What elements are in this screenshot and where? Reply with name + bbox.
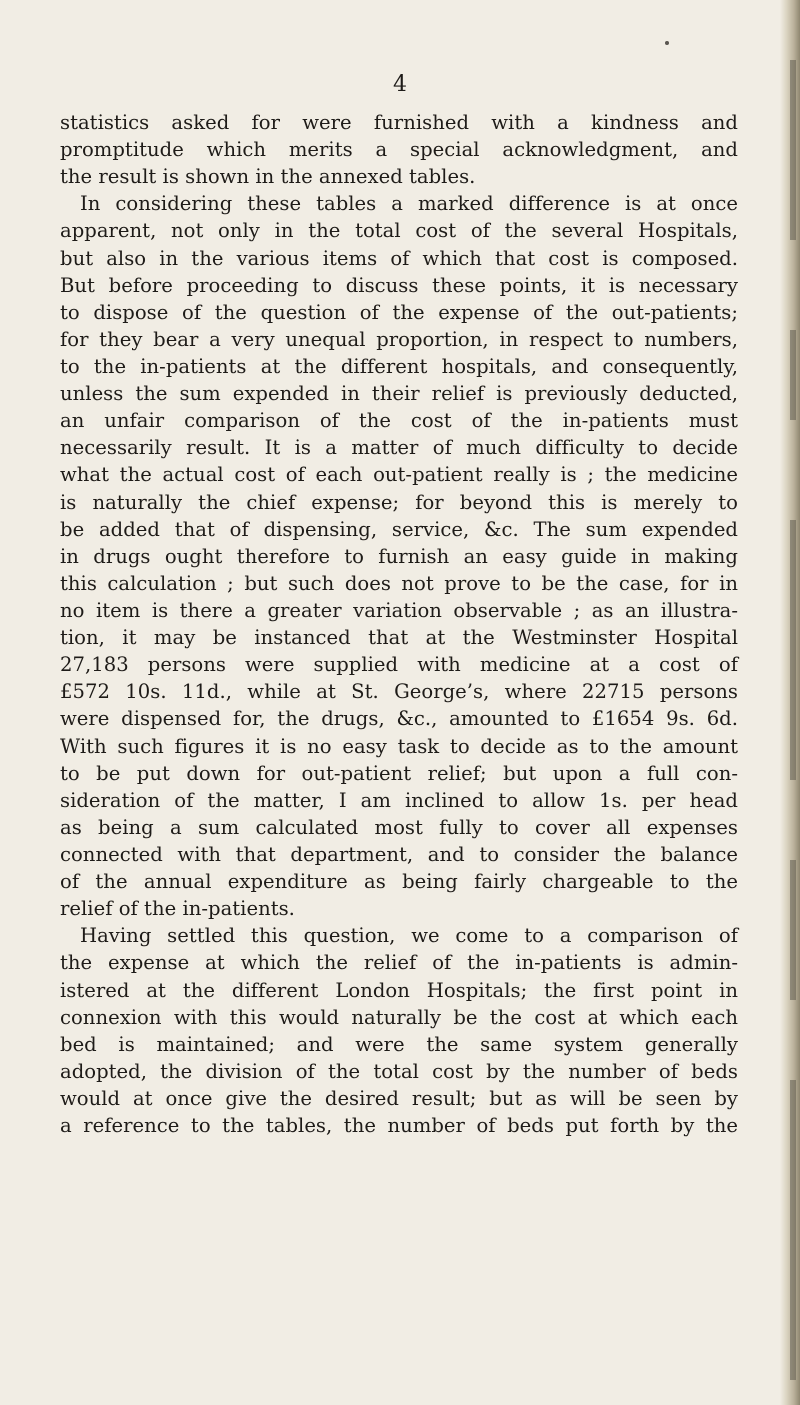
page-edge-shadow — [780, 0, 800, 1405]
text-line: to the in-patients at the different hospitals, and consequently, — [60, 354, 738, 378]
text-line: were dispensed for, the drugs, &c., amounted to £1654 9s. 6d. — [60, 707, 738, 731]
text-line: connexion with this would naturally be the cost at which each — [60, 1005, 738, 1029]
edge-mark — [790, 520, 796, 780]
text-line: to dispose of the question of the expense of the out-patients; — [60, 300, 738, 324]
text-line: bed is maintained; and were the same system generally — [60, 1032, 738, 1056]
text-line: unless the sum expended in their relief is previously deducted, — [60, 382, 738, 406]
page-number: 4 — [393, 72, 407, 97]
edge-mark — [790, 1080, 796, 1380]
text-line: but also in the various items of which that cost is composed. — [60, 246, 738, 270]
text-line: would at once give the desired result; but as will be seen by — [60, 1086, 738, 1110]
text-line: what the actual cost of each out-patient really is ; the medicine — [60, 463, 738, 487]
text-line: But before proceeding to discuss these points, it is necessary — [60, 273, 738, 297]
text-line: no item is there a greater variation observable ; as an illustra- — [60, 598, 738, 622]
text-line: for they bear a very unequal proportion, in respect to numbers, — [60, 327, 738, 351]
text-line: the result is shown in the annexed tables. — [60, 165, 476, 189]
ink-speck — [665, 41, 669, 45]
text-line: connected with that department, and to consider the balance — [60, 842, 738, 866]
text-line: adopted, the division of the total cost by the number of beds — [60, 1059, 738, 1083]
text-line: tion, it may be instanced that at the Westminster Hospital — [60, 626, 738, 650]
text-line: With such figures it is no easy task to decide as to the amount — [60, 734, 738, 758]
text-line: this calculation ; but such does not prove to be the case, for in — [60, 571, 738, 595]
text-line: Having settled this question, we come to a comparison of — [80, 924, 738, 948]
text-line: 27,183 persons were supplied with medicine at a cost of — [60, 653, 738, 677]
text-line: to be put down for out-patient relief; but upon a full con- — [60, 761, 738, 785]
body-text — [60, 109, 738, 1139]
text-line: istered at the different London Hospitals; the first point in — [60, 978, 738, 1002]
edge-mark — [790, 60, 796, 240]
text-line: promptitude which merits a special acknowledgment, and — [60, 138, 738, 162]
text-line: of the annual expenditure as being fairly chargeable to the — [60, 870, 738, 894]
text-line: statistics asked for were furnished with a kindness and — [60, 111, 738, 134]
edge-mark — [790, 860, 796, 1000]
text-line: sideration of the matter, I am inclined to allow 1s. per head — [60, 788, 738, 812]
text-line: an unfair comparison of the cost of the in-patients must — [60, 409, 738, 433]
text-line: a reference to the tables, the number of beds put forth by the — [60, 1114, 738, 1138]
edge-mark — [790, 330, 796, 420]
text-line: In considering these tables a marked difference is at once — [80, 192, 738, 216]
text-line: necessarily result. It is a matter of much difficulty to decide — [60, 436, 738, 460]
text-line: in drugs ought therefore to furnish an easy guide in making — [60, 544, 738, 568]
text-line: as being a sum calculated most fully to cover all expenses — [60, 815, 738, 839]
text-line: relief of the in-patients. — [60, 897, 295, 921]
text-line: £572 10s. 11d., while at St. George’s, where 22715 persons — [60, 680, 738, 704]
text-line: is naturally the chief expense; for beyond this is merely to — [60, 490, 738, 514]
text-line: the expense at which the relief of the in-patients is admin- — [60, 951, 738, 975]
text-line: be added that of dispensing, service, &c. The sum expended — [60, 517, 738, 541]
text-line: apparent, not only in the total cost of the several Hospitals, — [60, 219, 738, 243]
